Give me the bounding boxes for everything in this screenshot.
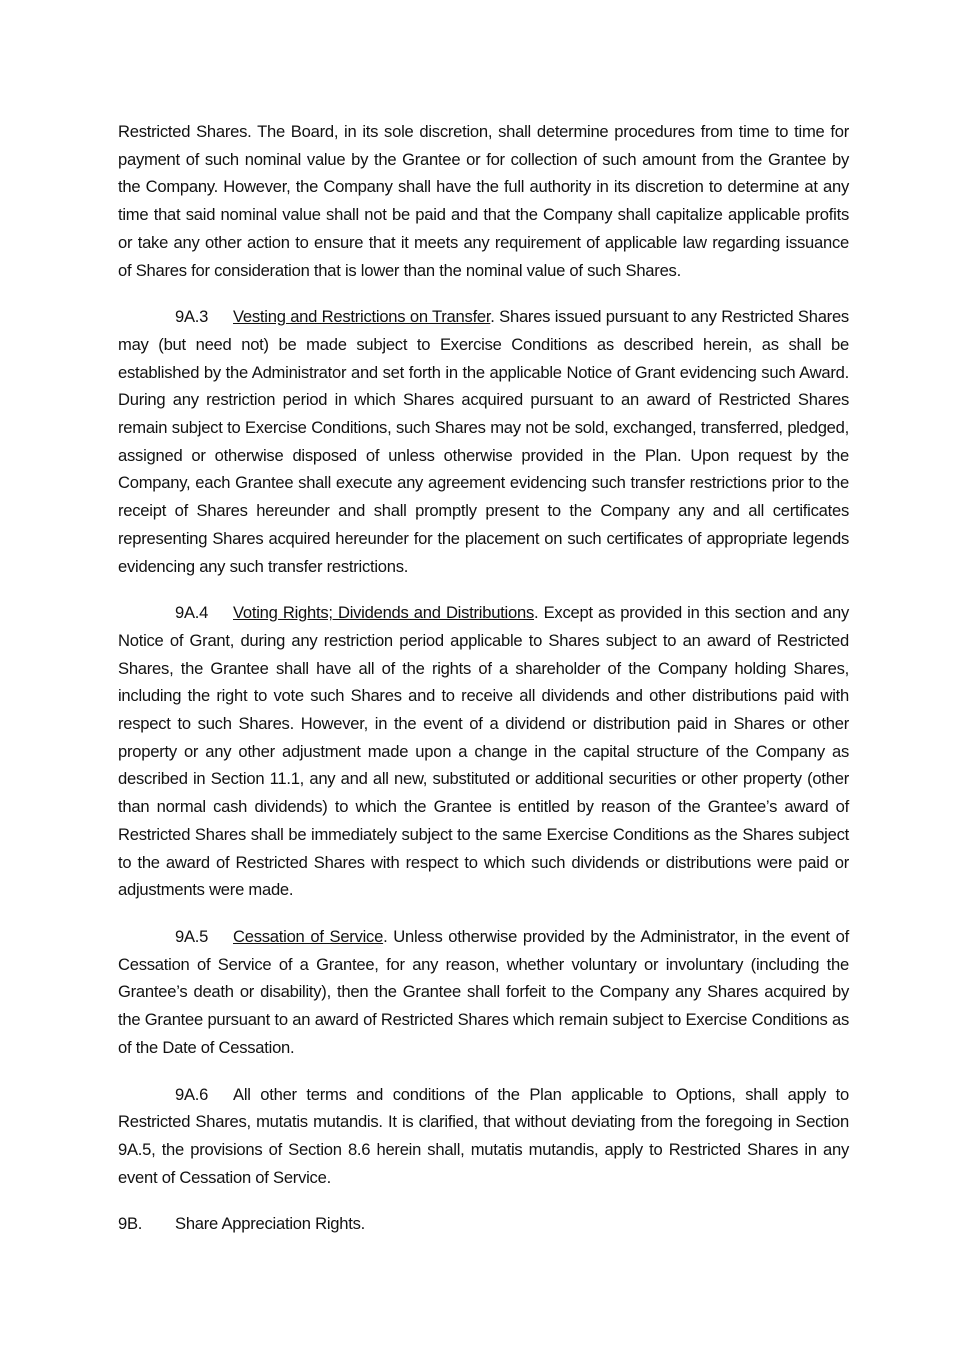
paragraph-continuation	[118, 118, 849, 284]
section-number: 9B.	[118, 1214, 143, 1234]
paragraph-heading-suffix: .	[490, 307, 495, 327]
paragraph-heading: Cessation of Service	[233, 926, 384, 946]
paragraph-number: 9A.4	[175, 603, 209, 623]
paragraph-9a6	[118, 1081, 849, 1192]
paragraph-heading-suffix: .	[534, 603, 539, 623]
paragraph-9a3	[118, 303, 849, 580]
section-title: Share Appreciation Rights.	[175, 1214, 365, 1234]
document-page	[118, 118, 849, 1238]
paragraph-number: 9A.5	[175, 926, 209, 946]
paragraph-number: 9A.6	[175, 1084, 209, 1104]
paragraph-heading-suffix: .	[383, 926, 388, 946]
paragraph-text: Unless otherwise provided by the Administrator, in the event of Cessation of Service of a Grantee, for any reason, whether voluntary or involuntary (including the Grantee’s death or disability), then the Grantee shall forfeit to the Company any Shares acquired by the Grantee pursuant to an award of Restricted Shares which remain subject to Exercise Conditions as of the Date of Cessation.	[118, 926, 850, 1057]
paragraph-9a4	[118, 599, 849, 904]
paragraph-text: Except as provided in this section and any Notice of Grant, during any restriction period applicable to Shares subject to an award of Restricted Shares, the Grantee shall have all of the rights of a shareholder of the Company holding Shares, including the right to vote such Shares and to receive all dividends and other distributions paid with respect to such Shares. However, in the event of a dividend or distribution paid in Shares or other property or any other adjustment made upon a change in the capital structure of the Company as described in Section 11.1, any and all new, substituted or additional securities or other property (other than normal cash dividends) to which the Grantee is entitled by reason of the Grantee’s award of Restricted Shares shall be immediately subject to the same Exercise Conditions as the Shares subject to the award of Restricted Shares with respect to which such dividends or distributions were paid or adjustments were made.	[118, 603, 850, 900]
paragraph-heading: Vesting and Restrictions on Transfer	[233, 307, 491, 327]
paragraph-text: Shares issued pursuant to any Restricted Shares may (but need not) be made subject to Exercise Conditions as described herein, as shall be established by the Administrator and set forth in the applicable Notice of Grant evidencing such Award. During any restriction period in which Shares acquired pursuant to an award of Restricted Shares remain subject to Exercise Conditions, such Shares may not be sold, exchanged, transferred, pledged, assigned or otherwise disposed of unless otherwise provided in the Plan. Upon request by the Company, each Grantee shall execute any agreement evidencing such transfer restrictions prior to the receipt of Shares hereunder and shall promptly present to the Company any and all certificates representing Shares acquired hereunder for the placement on such certificates of appropriate legends evidencing any such transfer restrictions.	[118, 307, 849, 576]
paragraph-number: 9A.3	[175, 307, 209, 327]
section-heading-9b	[118, 1210, 849, 1238]
paragraph-text: Restricted Shares. The Board, in its sole discretion, shall determine procedures from time to time for payment of such nominal value by the Grantee or for collection of such amount from the Grantee by the Company. However, the Company shall have the full authority in its discretion to determine at any time that said nominal value shall not be paid and that the Company shall capitalize applicable profits or take any other action to ensure that it meets any requirement of applicable law regarding issuance of Shares for consideration that is lower than the nominal value of such Shares.	[118, 122, 849, 280]
paragraph-text: All other terms and conditions of the Plan applicable to Options, shall apply to Restricted Shares, mutatis mutandis. It is clarified, that without deviating from the foregoing in Section 9A.5, the provisions of Section 8.6 herein shall, mutatis mutandis, apply to Restricted Shares in any event of Cessation of Service.	[118, 1084, 849, 1187]
paragraph-heading: Voting Rights; Dividends and Distributions	[233, 603, 534, 623]
paragraph-9a5	[118, 923, 849, 1062]
